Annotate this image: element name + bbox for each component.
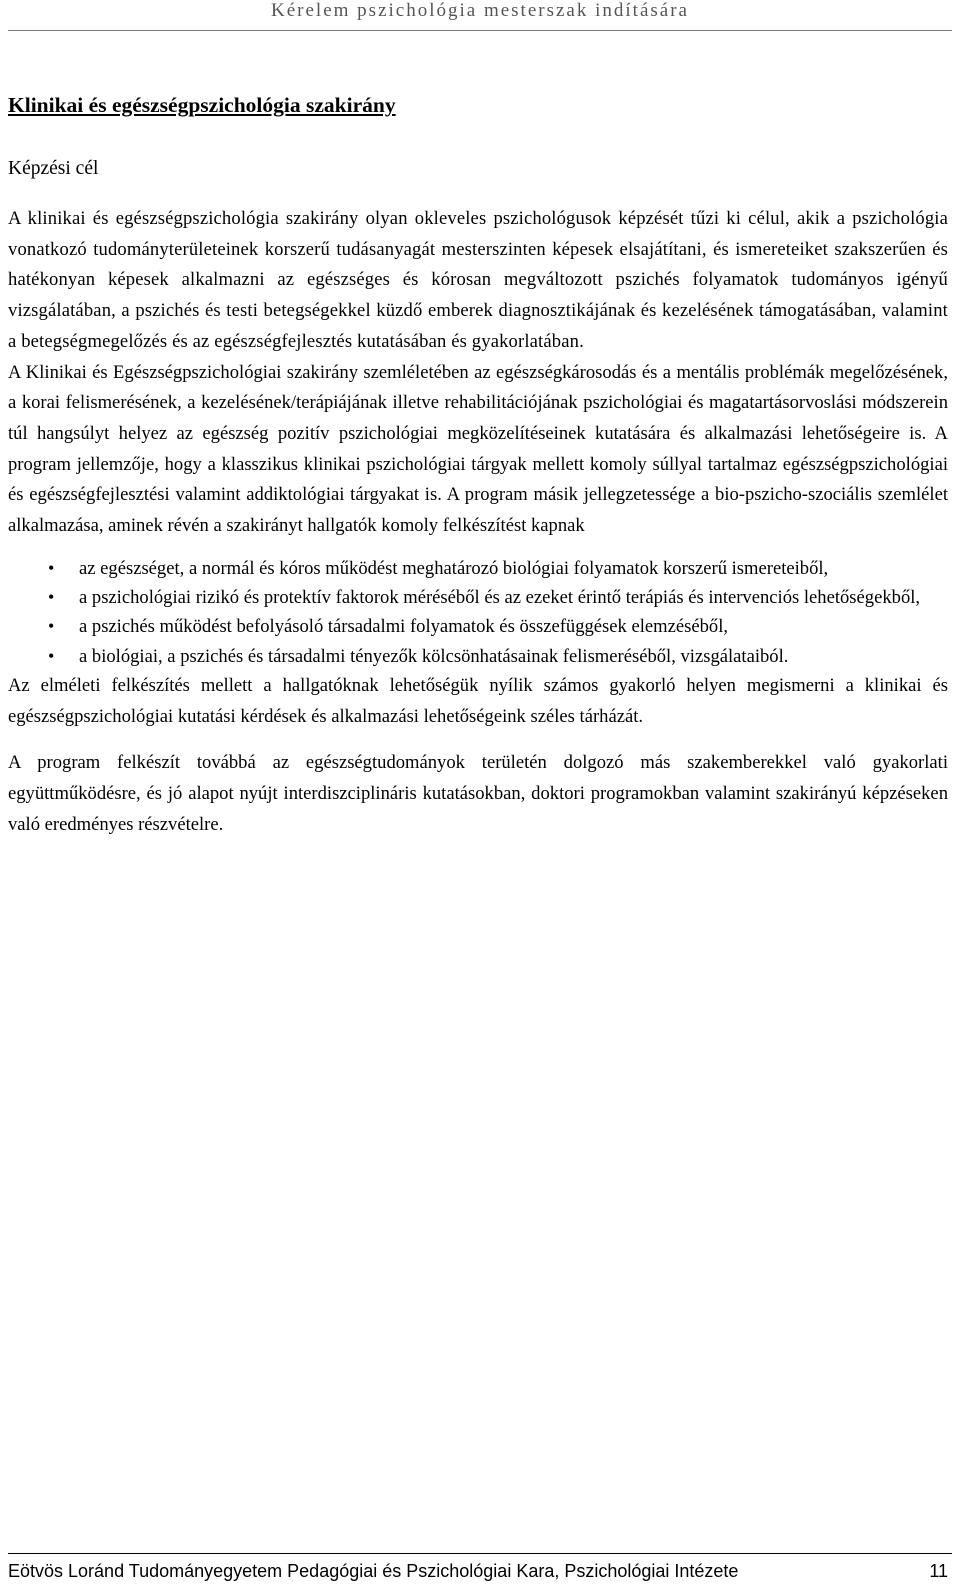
section-title: Klinikai és egészségpszichológia szakirány (8, 93, 396, 117)
paragraph-cooperation: A program felkészít továbbá az egészségtudományok területén dolgozó más szakemberekkel való gyakorlati együttműködésre, és jó alapot nyújt interdiszciplináris kutatásokban, doktori programokban valamint szakirányú képzéseken való eredményes részvételre. (8, 752, 948, 835)
main-content (8, 90, 948, 840)
paragraph-practice: Az elméleti felkészítés mellett a hallgatóknak lehetőségük nyílik számos gyakorló helyen megismerni a klinikai és egészségpszichológiai kutatási kérdések és alkalmazási lehetőségeink széles tárházát. (8, 674, 948, 727)
bullet-icon: • (48, 645, 55, 666)
list-item (8, 583, 948, 612)
paragraph-training-goal: A klinikai és egészségpszichológia szakirány olyan okleveles pszichológusok képzését tűzi ki célul, akik a pszichológia vonatkozó tudományterületeinek korszerű tudásanyagát mesterszinten képesek elsajátítani, és ismereteiket szakszerűen és hatékonyan képesek alkalmazni az egészséges és kórosan megváltozott pszichés folyamatok tudományos igényű vizsgálatában, a pszichés és testi betegségekkel küzdő emberek diagnosztikájának és kezelésének támogatásában, valamint a betegségmegelőzés és az egészségfejlesztés kutatásában és gyakorlatában. (8, 208, 948, 352)
running-header: Kérelem pszichológia mesterszak indítására (271, 0, 689, 21)
page-number: 11 (929, 1561, 948, 1581)
list-item (8, 612, 948, 641)
paragraph-approach: A Klinikai és Egészségpszichológiai szakirány szemléletében az egészségkárosodás és a mentális problémák megelőzésének, a korai felismerésének, a kezelésének/terápiájának illetve rehabilitációjának pszichológiai és magatartásorvoslási módszerein túl hangsúlyt helyez az egészség pozitív pszichológiai megközelítéseinek kutatására és alkalmazási lehetőségeire is. A program jellemzője, hogy a klasszikus klinikai pszichológiai tárgyak mellett komoly súllyal tartalmaz egészségpszichológiai és egészségfejlesztési valamint addiktológiai tárgyakat is. A program másik jellegzetessége a bio-pszicho-szociális szemlélet alkalmazása, aminek révén a szakirányt hallgatók komoly felkészítést kapnak (8, 361, 948, 537)
subheading: Képzési cél (8, 158, 99, 179)
list-item (8, 642, 948, 671)
footer-divider (8, 1553, 952, 1554)
list-item-text: a pszichológiai rizikó és protektív faktorok méréséből és az ezeket érintő terápiás és intervenciós lehetőségekből, (79, 587, 921, 609)
bullet-icon: • (48, 587, 55, 608)
list-item (8, 554, 948, 583)
bullet-icon: • (48, 616, 55, 637)
list-item-text: a pszichés működést befolyásoló társadalmi folyamatok és összefüggések elemzéséből, (79, 616, 729, 638)
header-divider (8, 30, 952, 31)
list-item-text: a biológiai, a pszichés és társadalmi tényezők kölcsönhatásainak felismeréséből, vizsgálataiból. (79, 645, 789, 667)
bullet-icon: • (48, 557, 55, 578)
footer-institution: Eötvös Loránd Tudományegyetem Pedagógiai és Pszichológiai Kara, Pszichológiai Intézete (8, 1561, 739, 1581)
bullet-list (8, 554, 948, 671)
list-item-text: az egészséget, a normál és kóros működést meghatározó biológiai folyamatok korszerű ismereteiből, (79, 557, 829, 579)
